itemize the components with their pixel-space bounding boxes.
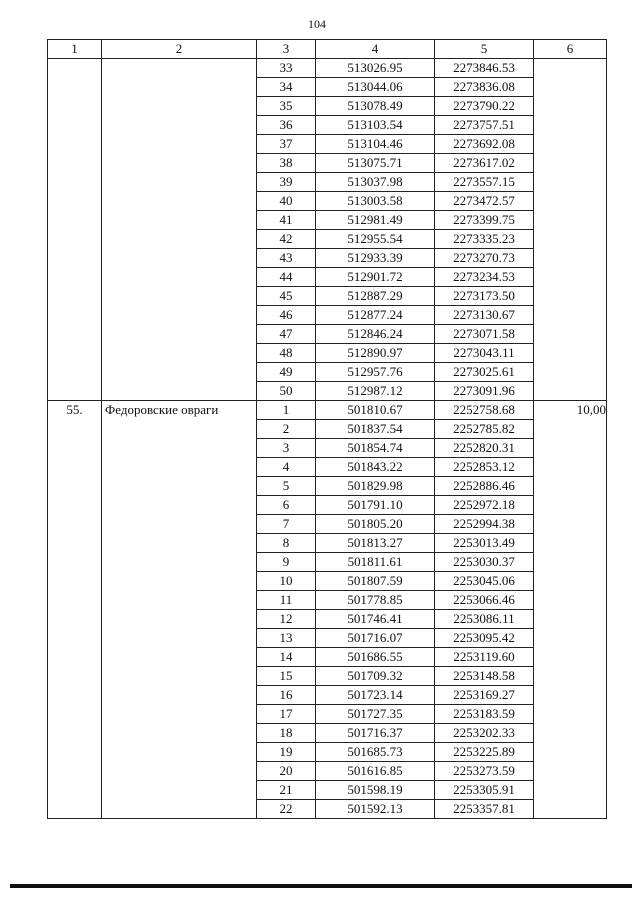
y-coordinate-cell: 2273234.53 [435,268,534,287]
x-coordinate-cell: 513003.58 [316,192,435,211]
x-coordinate-cell: 512887.29 [316,287,435,306]
x-coordinate-cell: 501810.67 [316,401,435,420]
point-number-cell: 16 [257,686,316,705]
y-coordinate-cell: 2273091.96 [435,382,534,401]
x-coordinate-cell: 513026.95 [316,59,435,78]
point-number-cell: 36 [257,116,316,135]
y-coordinate-cell: 2253202.33 [435,724,534,743]
x-coordinate-cell: 512981.49 [316,211,435,230]
point-number-cell: 13 [257,629,316,648]
coordinates-table [47,39,607,819]
y-coordinate-cell: 2273130.67 [435,306,534,325]
x-coordinate-cell: 501723.14 [316,686,435,705]
x-coordinate-cell: 512957.76 [316,363,435,382]
x-coordinate-cell: 501685.73 [316,743,435,762]
x-coordinate-cell: 501811.61 [316,553,435,572]
x-coordinate-cell: 501727.35 [316,705,435,724]
y-coordinate-cell: 2253357.81 [435,800,534,819]
x-coordinate-cell: 501837.54 [316,420,435,439]
point-number-cell: 45 [257,287,316,306]
y-coordinate-cell: 2252994.38 [435,515,534,534]
x-coordinate-cell: 501716.07 [316,629,435,648]
y-coordinate-cell: 2273173.50 [435,287,534,306]
point-number-cell: 46 [257,306,316,325]
y-coordinate-cell: 2252758.68 [435,401,534,420]
y-coordinate-cell: 2253183.59 [435,705,534,724]
x-coordinate-cell: 501746.41 [316,610,435,629]
y-coordinate-cell: 2253225.89 [435,743,534,762]
y-coordinate-cell: 2252785.82 [435,420,534,439]
point-number-cell: 18 [257,724,316,743]
y-coordinate-cell: 2253273.59 [435,762,534,781]
object-name-cell [102,59,257,401]
x-coordinate-cell: 512846.24 [316,325,435,344]
y-coordinate-cell: 2253066.46 [435,591,534,610]
point-number-cell: 35 [257,97,316,116]
point-number-cell: 37 [257,135,316,154]
point-number-cell: 15 [257,667,316,686]
point-number-cell: 20 [257,762,316,781]
y-coordinate-cell: 2253030.37 [435,553,534,572]
point-number-cell: 39 [257,173,316,192]
column-header: 5 [435,40,534,59]
point-number-cell: 48 [257,344,316,363]
y-coordinate-cell: 2273025.61 [435,363,534,382]
x-coordinate-cell: 501829.98 [316,477,435,496]
y-coordinate-cell: 2273692.08 [435,135,534,154]
point-number-cell: 44 [257,268,316,287]
area-cell [534,59,607,401]
x-coordinate-cell: 501598.19 [316,781,435,800]
x-coordinate-cell: 513044.06 [316,78,435,97]
y-coordinate-cell: 2253013.49 [435,534,534,553]
point-number-cell: 12 [257,610,316,629]
point-number-cell: 4 [257,458,316,477]
object-number-cell [48,59,102,401]
column-header: 1 [48,40,102,59]
x-coordinate-cell: 501813.27 [316,534,435,553]
x-coordinate-cell: 501791.10 [316,496,435,515]
y-coordinate-cell: 2273071.58 [435,325,534,344]
y-coordinate-cell: 2273836.08 [435,78,534,97]
point-number-cell: 3 [257,439,316,458]
x-coordinate-cell: 501616.85 [316,762,435,781]
point-number-cell: 2 [257,420,316,439]
point-number-cell: 1 [257,401,316,420]
x-coordinate-cell: 501778.85 [316,591,435,610]
point-number-cell: 6 [257,496,316,515]
point-number-cell: 21 [257,781,316,800]
table-header-row [48,40,607,59]
x-coordinate-cell: 501843.22 [316,458,435,477]
y-coordinate-cell: 2252886.46 [435,477,534,496]
point-number-cell: 40 [257,192,316,211]
y-coordinate-cell: 2252972.18 [435,496,534,515]
point-number-cell: 10 [257,572,316,591]
table-row [48,59,607,78]
y-coordinate-cell: 2253095.42 [435,629,534,648]
y-coordinate-cell: 2273617.02 [435,154,534,173]
column-header: 3 [257,40,316,59]
point-number-cell: 47 [257,325,316,344]
point-number-cell: 14 [257,648,316,667]
x-coordinate-cell: 512987.12 [316,382,435,401]
point-number-cell: 22 [257,800,316,819]
y-coordinate-cell: 2273399.75 [435,211,534,230]
y-coordinate-cell: 2273043.11 [435,344,534,363]
y-coordinate-cell: 2273472.57 [435,192,534,211]
table-row [48,401,607,420]
y-coordinate-cell: 2273270.73 [435,249,534,268]
y-coordinate-cell: 2273757.51 [435,116,534,135]
column-header: 4 [316,40,435,59]
x-coordinate-cell: 501592.13 [316,800,435,819]
x-coordinate-cell: 513037.98 [316,173,435,192]
column-header: 2 [102,40,257,59]
x-coordinate-cell: 513103.54 [316,116,435,135]
x-coordinate-cell: 513104.46 [316,135,435,154]
x-coordinate-cell: 501807.59 [316,572,435,591]
x-coordinate-cell: 512877.24 [316,306,435,325]
x-coordinate-cell: 501854.74 [316,439,435,458]
point-number-cell: 50 [257,382,316,401]
y-coordinate-cell: 2273335.23 [435,230,534,249]
y-coordinate-cell: 2273790.22 [435,97,534,116]
y-coordinate-cell: 2273846.53 [435,59,534,78]
y-coordinate-cell: 2253119.60 [435,648,534,667]
page-number: 104 [308,17,326,31]
point-number-cell: 33 [257,59,316,78]
x-coordinate-cell: 512933.39 [316,249,435,268]
y-coordinate-cell: 2273557.15 [435,173,534,192]
y-coordinate-cell: 2253086.11 [435,610,534,629]
x-coordinate-cell: 512890.97 [316,344,435,363]
y-coordinate-cell: 2253305.91 [435,781,534,800]
object-number-cell: 55. [48,401,102,819]
point-number-cell: 41 [257,211,316,230]
y-coordinate-cell: 2252853.12 [435,458,534,477]
x-coordinate-cell: 501716.37 [316,724,435,743]
y-coordinate-cell: 2253169.27 [435,686,534,705]
point-number-cell: 38 [257,154,316,173]
point-number-cell: 8 [257,534,316,553]
point-number-cell: 7 [257,515,316,534]
point-number-cell: 42 [257,230,316,249]
area-cell: 10,00 [534,401,607,819]
y-coordinate-cell: 2253148.58 [435,667,534,686]
object-name-cell: Федоровские овраги [102,401,257,819]
bottom-rule [10,884,632,888]
x-coordinate-cell: 501805.20 [316,515,435,534]
column-header: 6 [534,40,607,59]
point-number-cell: 9 [257,553,316,572]
x-coordinate-cell: 512901.72 [316,268,435,287]
point-number-cell: 34 [257,78,316,97]
point-number-cell: 19 [257,743,316,762]
point-number-cell: 5 [257,477,316,496]
x-coordinate-cell: 513078.49 [316,97,435,116]
point-number-cell: 43 [257,249,316,268]
point-number-cell: 17 [257,705,316,724]
x-coordinate-cell: 513075.71 [316,154,435,173]
point-number-cell: 11 [257,591,316,610]
y-coordinate-cell: 2252820.31 [435,439,534,458]
x-coordinate-cell: 512955.54 [316,230,435,249]
point-number-cell: 49 [257,363,316,382]
x-coordinate-cell: 501709.32 [316,667,435,686]
y-coordinate-cell: 2253045.06 [435,572,534,591]
x-coordinate-cell: 501686.55 [316,648,435,667]
